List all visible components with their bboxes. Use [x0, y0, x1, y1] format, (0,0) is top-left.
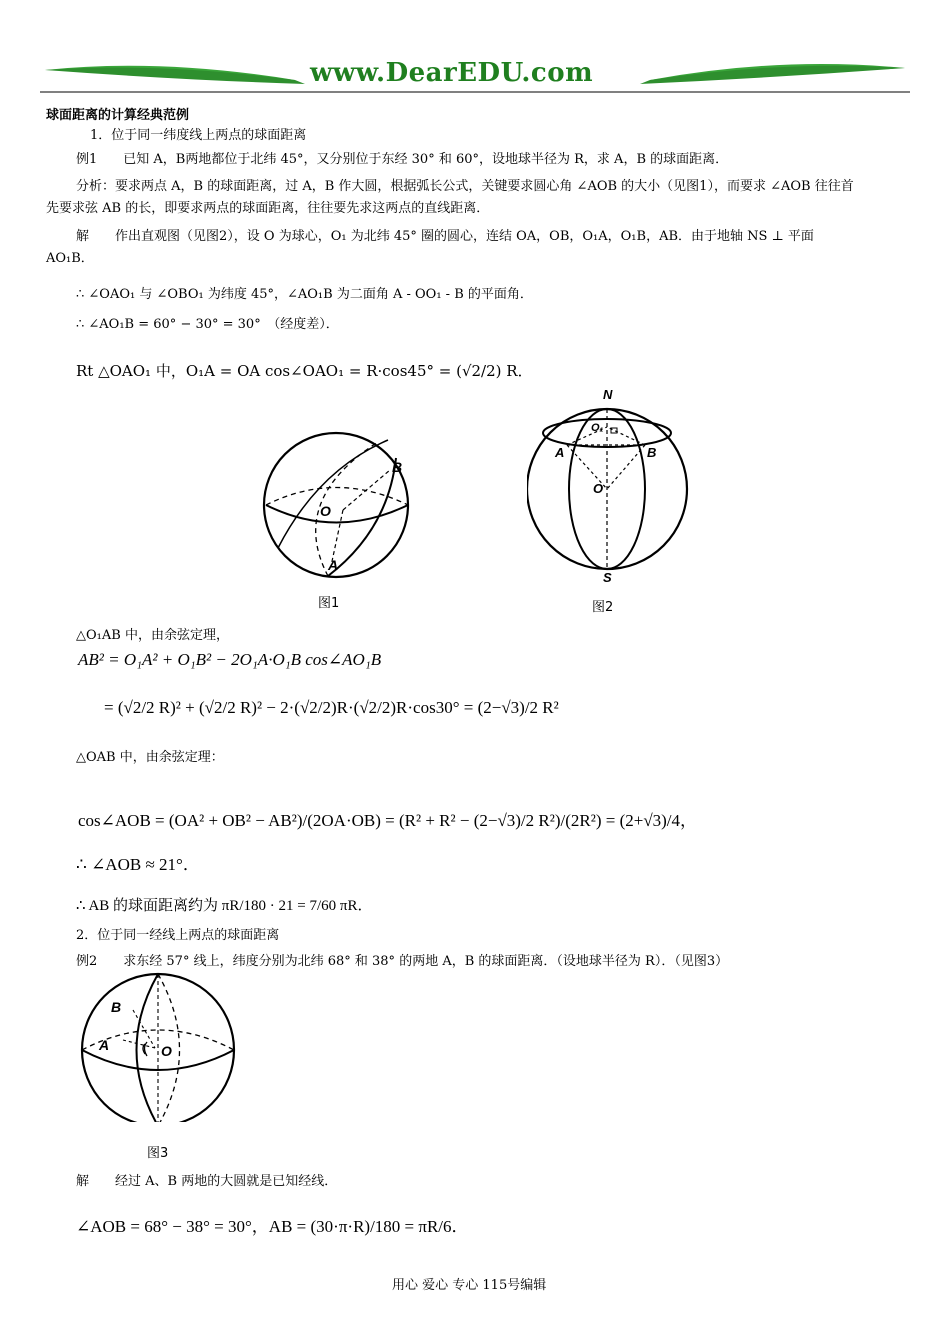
- fig2-label-o: O: [593, 481, 604, 496]
- section-1-heading: 1．位于同一纬度线上两点的球面距离: [90, 128, 307, 143]
- fig3-label-a: A: [99, 1037, 110, 1053]
- derivation-line-10: cos∠AOB = (OA² + OB² − AB²)/(2OA·OB) = (R² + R² − (2−√3)/2 R²)/(2R²) = (2+√3)/4，: [78, 811, 698, 830]
- derivation-line-8: = (√2/2 R)² + (√2/2 R)² − 2·(√2/2)R·(√2/2)R·cos30° = (2−√3)/2 R²: [104, 698, 559, 717]
- figure-1: [258, 430, 428, 580]
- derivation-line-5: Rt △OAO₁ 中，O₁A = OA cos∠OAO₁ = R·cos45° = (√2/2) R．: [76, 362, 533, 380]
- doc-title: 球面距离的计算经典范例: [46, 108, 190, 123]
- fig2-label-b: B: [647, 445, 657, 460]
- derivation-line-3: ∴ ∠OAO₁ 与 ∠OBO₁ 为纬度 45°，∠AO₁B 为二面角 A - OO₁ - B 的平面角．: [76, 287, 533, 302]
- figure-2-caption: 图2: [592, 600, 614, 615]
- derivation-line-4: ∴ ∠AO₁B = 60° − 30° = 30° （经度差）．: [76, 317, 339, 332]
- example-1: 例1 已知 A，B两地都位于北纬 45°，又分别位于东经 30° 和 60°，设地球半径为 R，求 A，B 的球面距离．: [76, 152, 729, 167]
- fig1-label-b: B: [392, 459, 403, 475]
- site-logo-text: www.DearEDU.com: [310, 58, 594, 88]
- analysis-line-2: 先要求弦 AB 的长，即要求两点的球面距离，往往要先求这两点的直线距离．: [46, 201, 490, 216]
- solution-3: 解 经过 A、B 两地的大圆就是已知经线．: [76, 1174, 338, 1189]
- fig3-label-o: O: [161, 1043, 172, 1059]
- derivation-line-13: ∠AOB = 68° − 38° = 30°，AB = (30·π·R)/180 = πR/6．: [76, 1217, 469, 1236]
- derivation-line-12: ∴ AB 的球面距离约为 πR/180 · 21 = 7/60 πR．: [76, 898, 373, 914]
- derivation-line-11: ∴ ∠AOB ≈ 21°．: [76, 855, 200, 874]
- derivation-line-7: AB² = O₁A² + O₁B² − 2O₁A·O₁B cos∠AO₁B: [78, 650, 382, 669]
- section-2-heading: 2．位于同一经线上两点的球面距离: [76, 928, 280, 943]
- figure-1-caption: 图1: [318, 596, 340, 611]
- page-footer: 用心 爱心 专心 115号编辑: [392, 1278, 547, 1293]
- solution-line-1: 解 作出直观图（见图2），设 O 为球心，O₁ 为北纬 45° 圈的圆心，连结 OA，OB，O₁A，O₁B，AB．由于地轴 NS ⊥ 平面: [76, 229, 814, 244]
- fig2-label-a: A: [555, 445, 565, 460]
- fig2-label-n: N: [603, 387, 613, 402]
- fig2-label-s: S: [603, 570, 612, 585]
- figure-2: [527, 385, 692, 585]
- header-banner: [40, 58, 910, 98]
- derivation-line-9: △OAB 中，由余弦定理：: [76, 750, 224, 765]
- figure-3-caption: 图3: [147, 1146, 169, 1161]
- analysis-line-1: 分析：要求两点 A，B 的球面距离，过 A，B 作大圆，根据弧长公式，关键要求圆心角 ∠AOB 的大小（见图1），而要求 ∠AOB 往往首: [76, 179, 854, 194]
- solution-line-2: AO₁B．: [46, 251, 94, 266]
- figure-3: [75, 972, 245, 1122]
- fig1-label-o: O: [320, 503, 331, 519]
- fig2-label-o1: O₁: [591, 422, 604, 434]
- example-2: 例2 求东经 57° 线上，纬度分别为北纬 68° 和 38° 的两地 A，B 的球面距离．（设地球半径为 R）．（见图3）: [76, 954, 729, 969]
- fig1-label-a: A: [328, 557, 339, 573]
- fig3-label-b: B: [111, 999, 122, 1015]
- derivation-line-6: △O₁AB 中，由余弦定理，: [76, 628, 229, 643]
